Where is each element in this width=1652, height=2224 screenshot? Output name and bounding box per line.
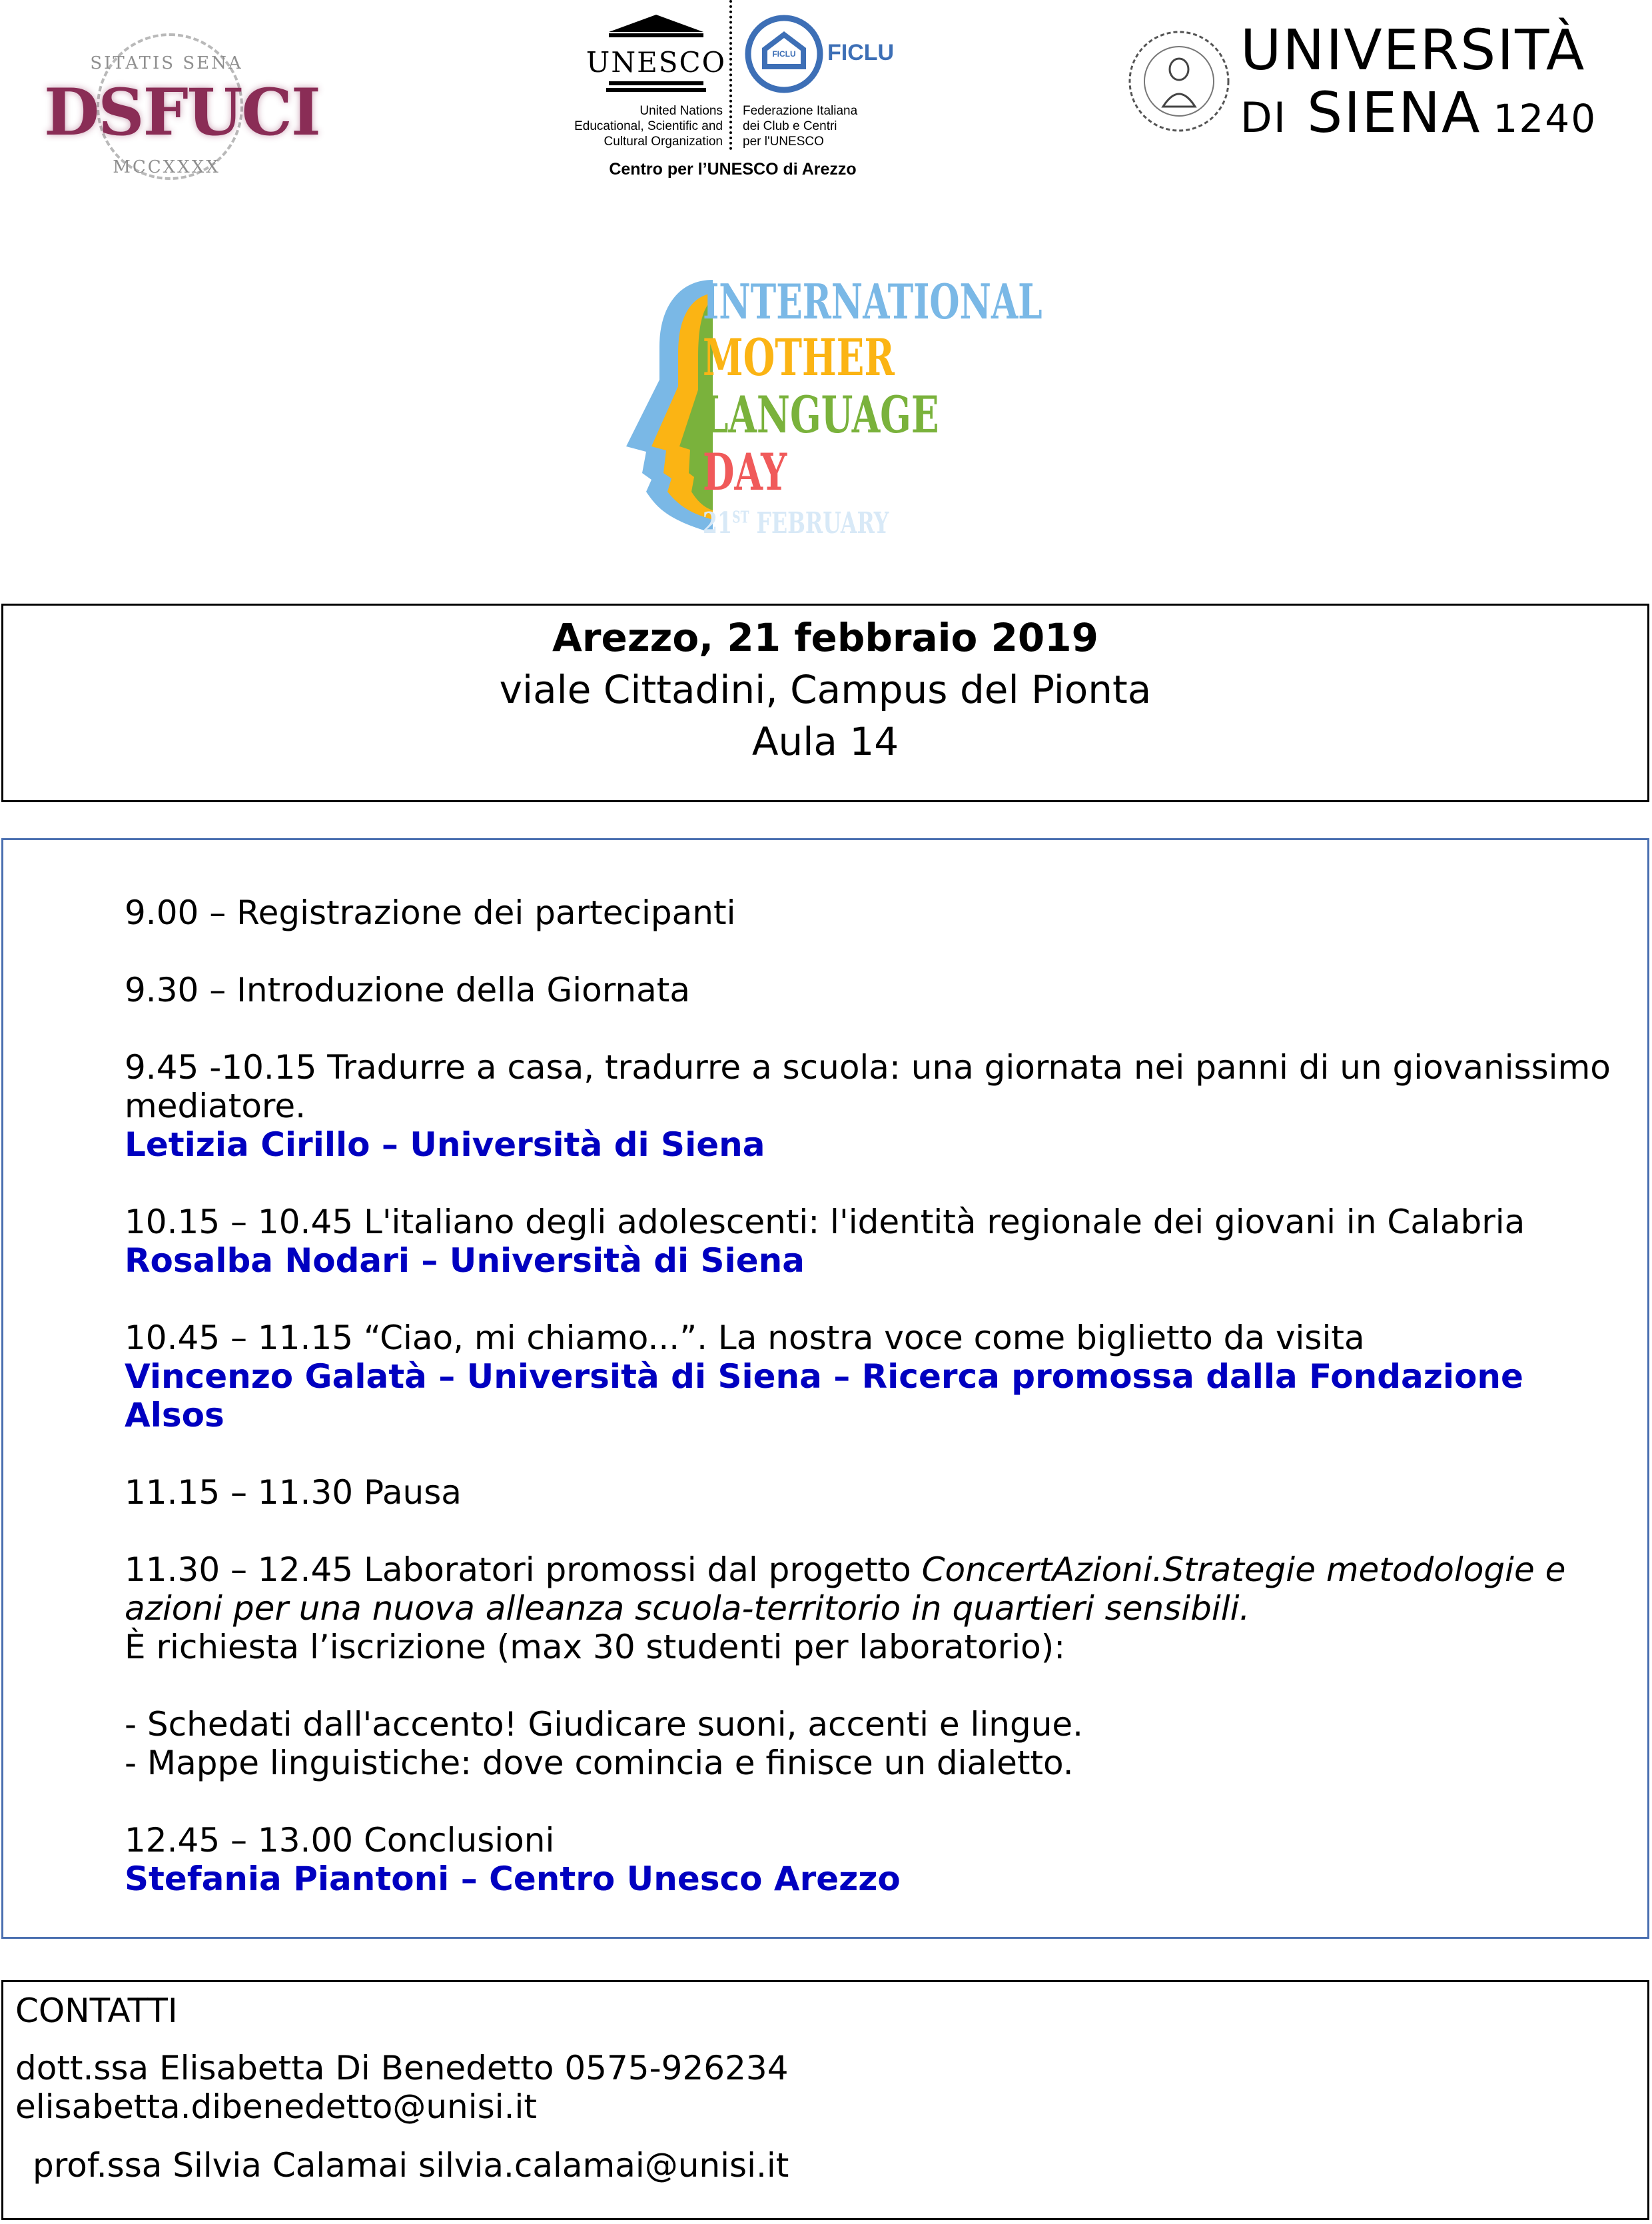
imld-word-day: DAY [703, 442, 787, 502]
contact-line: dott.ssa Elisabetta Di Benedetto 0575-926234 [15, 2049, 789, 2087]
federation-line: dei Club e Centri [743, 119, 837, 133]
ficlu-circle-text: FICLU [772, 49, 796, 59]
un-org-line: Cultural Organization [604, 135, 723, 149]
dsfuci-seal-top: SITATIS SENA [90, 53, 243, 73]
face-profiles-icon [620, 280, 713, 540]
siena-logo-di: DI [1240, 93, 1288, 142]
speaker-name: Rosalba Nodari – Università di Siena [125, 1241, 805, 1280]
event-room: Aula 14 [751, 719, 899, 764]
contact-line: prof.ssa Silvia Calamai silvia.calamai@unisi.it [33, 2146, 789, 2185]
mother-language-day-logo [620, 267, 1046, 546]
siena-logo-line1: UNIVERSITÀ [1240, 17, 1586, 83]
imld-word-mother: MOTHER [703, 328, 895, 387]
un-org-text [560, 103, 723, 149]
ficlu-wordmark: FICLU [827, 40, 895, 65]
venue-box [1, 604, 1649, 802]
siena-logo-line2 [1240, 80, 1597, 149]
imld-date [703, 506, 889, 540]
workshop-item: - Schedati dall'accento! Giudicare suoni, accenti e lingue. [125, 1705, 1084, 1744]
siena-seal-icon [1126, 28, 1232, 135]
event-date: Arezzo, 21 febbraio 2019 [552, 615, 1098, 660]
speaker-name: Stefania Piantoni – Centro Unesco Arezzo [125, 1860, 901, 1898]
ficlu-emblem-icon [745, 15, 823, 93]
speaker-name: Vincenzo Galatà – Università di Siena – Ricerca promossa dalla Fondazione [125, 1357, 1523, 1396]
university-siena-logo [1119, 13, 1599, 147]
imld-date-suffix: ST [732, 507, 749, 527]
programme-box [1, 838, 1649, 1939]
siena-logo-siena: SIENA [1307, 80, 1481, 145]
un-org-line: Educational, Scientific and [574, 119, 723, 133]
workshops-time: 11.30 – 12.45 Laboratori promossi dal progetto [125, 1550, 922, 1589]
project-title: ConcertAzioni.Strategie metodologie e [921, 1550, 1566, 1589]
imld-date-number: 21 [703, 506, 733, 540]
unesco-ficlu-logo [560, 0, 906, 187]
contact-email: elisabetta.dibenedetto@unisi.it [15, 2087, 537, 2126]
programme-item: 9.45 -10.15 Tradurre a casa, tradurre a scuola: una giornata nei panni di un giovanissimo [125, 1048, 1611, 1087]
dsfuci-seal-bottom: MCCXXXX [113, 157, 220, 177]
speaker-name: Letizia Cirillo – Università di Siena [125, 1125, 765, 1164]
programme-item: 10.15 – 10.45 L'italiano degli adolescenti: l'identità regionale dei giovani in Calabria [125, 1203, 1525, 1241]
unesco-word: UNESCO [586, 46, 727, 79]
un-org-line: United Nations [639, 104, 723, 118]
logo-separator [729, 0, 732, 150]
programme-item: mediatore. [125, 1087, 306, 1125]
programme-item: 9.30 – Introduzione della Giornata [125, 971, 690, 1009]
programme-item [125, 1550, 1565, 1589]
programme-item: 10.45 – 11.15 “Ciao, mi chiamo...”. La nostra voce come biglietto da visita [125, 1319, 1365, 1357]
event-address: viale Cittadini, Campus del Pionta [499, 667, 1152, 712]
programme-item: 11.15 – 11.30 Pausa [125, 1473, 462, 1512]
contacts-heading: CONTATTI [15, 1991, 178, 2030]
programme-item: 9.00 – Registrazione dei partecipanti [125, 893, 736, 932]
imld-word-language: LANGUAGE [703, 385, 939, 444]
workshop-item: - Mappe linguistiche: dove comincia e finisce un dialetto. [125, 1744, 1074, 1782]
programme-item [125, 1589, 1250, 1628]
contacts-box [1, 1980, 1649, 2220]
dsfuci-wordmark: DSFUCI [44, 75, 320, 150]
speaker-name: Alsos [125, 1396, 224, 1434]
programme-item: 12.45 – 13.00 Conclusioni [125, 1821, 555, 1860]
imld-word-international: INTERNATIONAL [703, 273, 1042, 330]
project-title-cont: azioni per una nuova alleanza scuola-territorio in quartieri sensibili. [125, 1589, 1250, 1628]
federation-line: per l'UNESCO [743, 135, 824, 149]
programme-item: È richiesta l’iscrizione (max 30 studenti per laboratorio): [125, 1628, 1066, 1666]
dsfuci-logo [27, 27, 320, 187]
federation-text [743, 103, 903, 149]
siena-logo-year: 1240 [1493, 96, 1597, 141]
imld-date-month: FEBRUARY [756, 506, 889, 540]
unesco-centre-caption: Centro per l’UNESCO di Arezzo [609, 160, 857, 179]
unesco-temple-icon [586, 13, 727, 93]
federation-line: Federazione Italiana [743, 104, 858, 118]
